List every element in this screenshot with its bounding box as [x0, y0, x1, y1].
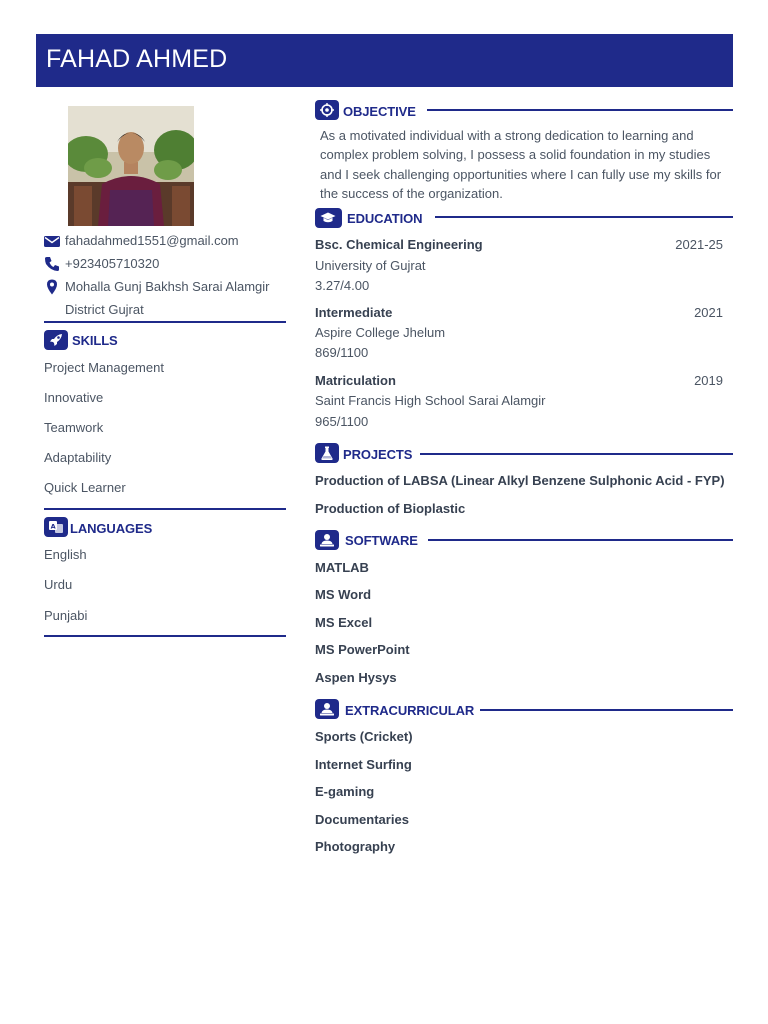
- education-degree: Intermediate: [315, 305, 393, 320]
- projects-rule: [420, 453, 733, 455]
- extracurricular-item: E-gaming: [315, 784, 375, 799]
- left-divider: [44, 321, 286, 323]
- education-year: 2021-25: [675, 237, 723, 252]
- education-institution: Aspire College Jhelum: [315, 325, 446, 340]
- software-heading: SOFTWARE: [345, 533, 418, 548]
- project-item: Production of Bioplastic: [315, 501, 466, 516]
- flask-icon: [315, 443, 339, 463]
- user-desk-icon: [315, 699, 339, 719]
- projects-heading: PROJECTS: [343, 447, 413, 462]
- contact-address: [44, 277, 289, 322]
- left-divider: [44, 508, 286, 510]
- software-item: MS PowerPoint: [315, 642, 410, 657]
- skill-item: Innovative: [44, 390, 104, 405]
- education-rule: [435, 216, 733, 218]
- languages-heading: LANGUAGES: [70, 521, 153, 536]
- phone-icon: [44, 256, 60, 272]
- skill-item: Adaptability: [44, 450, 112, 465]
- education-degree: Matriculation: [315, 373, 396, 388]
- education-heading: EDUCATION: [347, 211, 423, 226]
- extracurricular-item: Sports (Cricket): [315, 729, 413, 744]
- extracurricular-item: Internet Surfing: [315, 757, 412, 772]
- contact-phone[interactable]: [44, 254, 289, 276]
- software-rule: [428, 539, 733, 541]
- user-desk-icon: [315, 530, 339, 550]
- education-year: 2019: [694, 373, 723, 388]
- svg-text:A: A: [50, 522, 56, 531]
- project-item: Production of LABSA (Linear Alkyl Benzene Sulphonic Acid - FYP): [315, 473, 725, 488]
- language-item: English: [44, 547, 87, 562]
- objective-heading: OBJECTIVE: [343, 104, 416, 119]
- education-score: 869/1100: [315, 345, 369, 360]
- envelope-icon: [44, 233, 60, 249]
- education-score: 965/1100: [315, 414, 369, 429]
- skill-item: Quick Learner: [44, 480, 126, 495]
- education-institution: Saint Francis High School Sarai Alamgir: [315, 393, 546, 408]
- email-text: fahadahmed1551@gmail.com: [65, 233, 239, 248]
- map-pin-icon: [44, 279, 60, 295]
- skills-heading: SKILLS: [72, 333, 118, 348]
- education-year: 2021: [694, 305, 723, 320]
- language-item: Urdu: [44, 577, 73, 592]
- software-item: MS Word: [315, 587, 372, 602]
- software-item: MS Excel: [315, 615, 373, 630]
- target-icon: [315, 100, 339, 120]
- software-item: Aspen Hysys: [315, 670, 397, 685]
- language-item: Punjabi: [44, 608, 88, 623]
- translate-icon: [44, 517, 68, 537]
- extracurricular-rule: [480, 709, 733, 711]
- education-score: 3.27/4.00: [315, 278, 370, 293]
- name-header: [36, 34, 733, 87]
- objective-rule: [427, 109, 733, 111]
- contact-email[interactable]: [44, 231, 289, 253]
- rocket-icon: [44, 330, 68, 350]
- extracurricular-item: Documentaries: [315, 812, 409, 827]
- graduation-cap-icon: [315, 208, 342, 228]
- education-degree: Bsc. Chemical Engineering: [315, 237, 483, 252]
- objective-text: As a motivated individual with a strong dedication to learning and complex problem solving, I possess a solid foundation in my studies and I seek challenging opportunities where I can fully use my skills for the success of the organization.: [320, 128, 722, 202]
- candidate-name: FAHAD AHMED: [46, 45, 228, 73]
- address-line-2: District Gujrat: [65, 302, 144, 317]
- phone-text: +923405710320: [65, 256, 160, 271]
- software-item: MATLAB: [315, 560, 369, 575]
- address-line-1: Mohalla Gunj Bakhsh Sarai Alamgir: [65, 279, 270, 294]
- skill-item: Teamwork: [44, 420, 104, 435]
- profile-photo: [68, 106, 194, 226]
- extracurricular-heading: EXTRACURRICULAR: [345, 703, 475, 718]
- extracurricular-item: Photography: [315, 839, 396, 854]
- left-divider: [44, 635, 286, 637]
- education-institution: University of Gujrat: [315, 258, 426, 273]
- skill-item: Project Management: [44, 360, 164, 375]
